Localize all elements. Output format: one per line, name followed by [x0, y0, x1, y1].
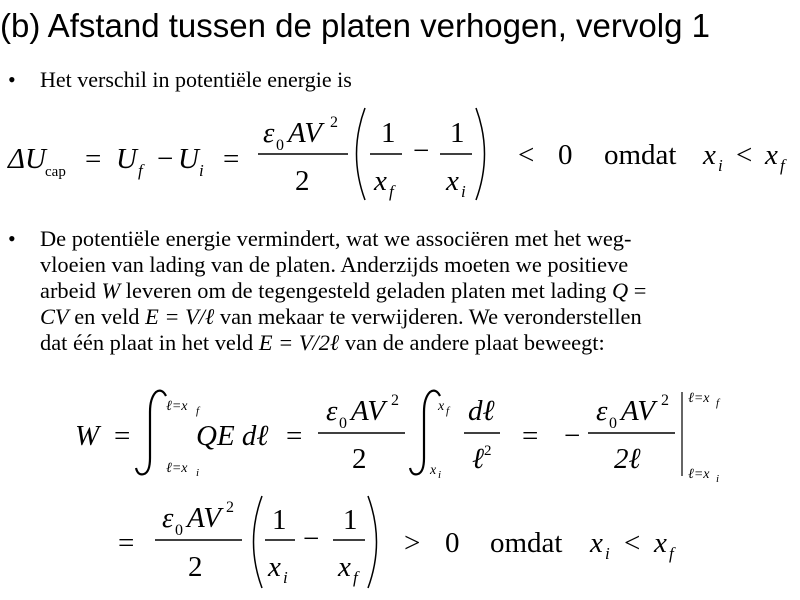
eq1-minus2: −: [413, 135, 430, 167]
eq2-frac-den-exp: 2: [484, 443, 492, 459]
eq3-omdat: omdat: [490, 527, 563, 559]
eq2-num-rest: AV: [351, 395, 385, 427]
eq1-f2-den-sub: i: [461, 182, 466, 201]
eq2-eq: =: [114, 420, 131, 452]
eq3-num-exp: 2: [226, 499, 234, 516]
eq1-den: 2: [295, 165, 310, 197]
text: =: [628, 278, 647, 303]
eq2-den3: 2ℓ: [614, 443, 641, 475]
para-line-3: [40, 278, 780, 304]
eq3-relation: >: [404, 527, 421, 559]
para-line-1: De potentiële energie vermindert, wat we associëren met het weg-: [40, 226, 632, 251]
eq1-left-paren: [357, 108, 366, 200]
eq1-f2-num: 1: [450, 117, 465, 149]
eq1-num-eps: ε: [263, 117, 275, 149]
text-Q: Q: [612, 278, 629, 303]
text-E: E = V/ℓ: [145, 304, 215, 329]
eq3-f2-num: 1: [343, 504, 358, 536]
eq1-lhs: ΔU: [8, 143, 46, 175]
eq2-frac-num: dℓ: [468, 395, 495, 427]
eq1-right-paren: [476, 108, 485, 200]
eq2-eq3: =: [522, 420, 539, 452]
text: leveren om de tegengesteld geladen platen met lading: [120, 278, 612, 303]
eq1-f1-den: x: [374, 165, 387, 197]
eq3-f2-den-sub: f: [353, 568, 358, 587]
eq1-lhs-sub: cap: [45, 164, 66, 180]
eq3-eq: =: [118, 527, 135, 559]
eq1-f2-den: x: [446, 165, 459, 197]
eq2-num3-sub: 0: [609, 415, 617, 432]
text-E2: E = V/2ℓ: [258, 330, 340, 355]
eq1-ui-sub: i: [199, 161, 204, 180]
eq2-lower-sub: i: [196, 467, 200, 479]
eq2-minus: −: [564, 420, 581, 452]
text: dat één plaat in het veld: [40, 330, 259, 355]
text: en veld: [68, 304, 146, 329]
eq2-num-eps: ε: [326, 395, 338, 427]
para-line-2: vloeien van lading van de platen. Anderzijds moeten we positieve: [40, 252, 629, 277]
slide-title: (b) Afstand tussen de platen verhogen, vervolg 1: [0, 7, 710, 44]
eq3-minus: −: [303, 523, 320, 555]
eq2-W: W: [75, 420, 100, 452]
bullet-marker-2: •: [8, 226, 16, 251]
eq2-eval-lower: ℓ=x: [688, 467, 710, 482]
eq2-num3-eps: ε: [596, 395, 608, 427]
eq2-num3-exp: 2: [661, 392, 669, 409]
eq1-cond-rel: <: [736, 139, 753, 171]
eq2-num-exp: 2: [391, 392, 399, 409]
eq1-eq2: =: [223, 143, 240, 175]
eq1-uf: U: [116, 143, 137, 175]
eq3-cond-r-sub: f: [669, 544, 674, 563]
eq2-den: 2: [352, 443, 367, 475]
paragraph-work: [40, 226, 780, 356]
eq3-zero: 0: [445, 527, 460, 559]
eq1-num-sub: 0: [276, 137, 284, 154]
eq3-cond-l-sub: i: [605, 544, 610, 563]
eq2-upper-sub: f: [196, 405, 200, 417]
eq2-frac-den: ℓ: [472, 443, 485, 475]
eq2-int2-lower: x: [430, 463, 437, 478]
eq3-f1-num: 1: [272, 504, 287, 536]
eq3-right-paren: [368, 496, 377, 588]
eq3-cond-l: x: [590, 527, 603, 559]
eq2-eval-upper: ℓ=x: [688, 391, 710, 406]
eq1-f1-num: 1: [381, 117, 396, 149]
eq2-integral-sign: [136, 391, 166, 475]
eq3-cond-rel: <: [624, 527, 641, 559]
eq1-zero: 0: [558, 139, 573, 171]
eq3-f1-den-sub: i: [283, 568, 288, 587]
eq2-upper: ℓ=x: [166, 399, 188, 414]
eq2-int2-lower-sub: i: [438, 469, 442, 481]
eq2-num-sub: 0: [339, 415, 347, 432]
para-line-4: [40, 304, 780, 330]
text-W: W: [101, 278, 121, 303]
para-line-5: [40, 330, 780, 356]
eq2-int2-upper-sub: f: [446, 405, 450, 417]
eq1-eq: =: [85, 143, 102, 175]
text-CV: CV: [40, 304, 69, 329]
eq1-cond-r: x: [765, 139, 778, 171]
eq2-lower: ℓ=x: [166, 461, 188, 476]
eq1-f1-den-sub: f: [389, 182, 394, 201]
eq1-cond-l-sub: i: [718, 156, 723, 175]
bullet-text-potential-energy: Het verschil in potentiële energie is: [40, 67, 352, 92]
text: van de andere plaat beweegt:: [339, 330, 605, 355]
text: van mekaar te verwijderen. We veronderstellen: [214, 304, 642, 329]
eq3-f2-den: x: [338, 551, 351, 583]
eq1-num-rest: AV: [288, 117, 322, 149]
eq1-uf-sub: f: [138, 161, 143, 180]
eq3-num-rest: AV: [187, 502, 221, 534]
text: arbeid: [40, 278, 102, 303]
eq3-num-sub: 0: [175, 522, 183, 539]
eq1-relation: <: [518, 139, 535, 171]
eq3-left-paren: [254, 496, 263, 588]
eq1-cond-l: x: [703, 139, 716, 171]
eq3-num-eps: ε: [162, 502, 174, 534]
eq2-eq2: =: [286, 420, 303, 452]
eq1-omdat: omdat: [604, 139, 677, 171]
eq3-cond-r: x: [654, 527, 667, 559]
eq2-eval-upper-sub: f: [716, 397, 720, 409]
eq1-cond-r-sub: f: [780, 156, 785, 175]
eq1-minus: −: [157, 143, 174, 175]
eq2-eval-lower-sub: i: [716, 473, 720, 485]
eq1-num-exp: 2: [330, 114, 338, 131]
eq2-int2-upper: x: [438, 399, 445, 414]
eq2-num3-rest: AV: [621, 395, 655, 427]
eq3-den: 2: [188, 551, 203, 583]
eq2-integral-sign-2: [410, 391, 440, 475]
eq1-ui: U: [178, 143, 199, 175]
bullet-marker: •: [8, 67, 16, 92]
eq2-integrand: QE dℓ: [196, 420, 269, 452]
eq3-f1-den: x: [268, 551, 281, 583]
